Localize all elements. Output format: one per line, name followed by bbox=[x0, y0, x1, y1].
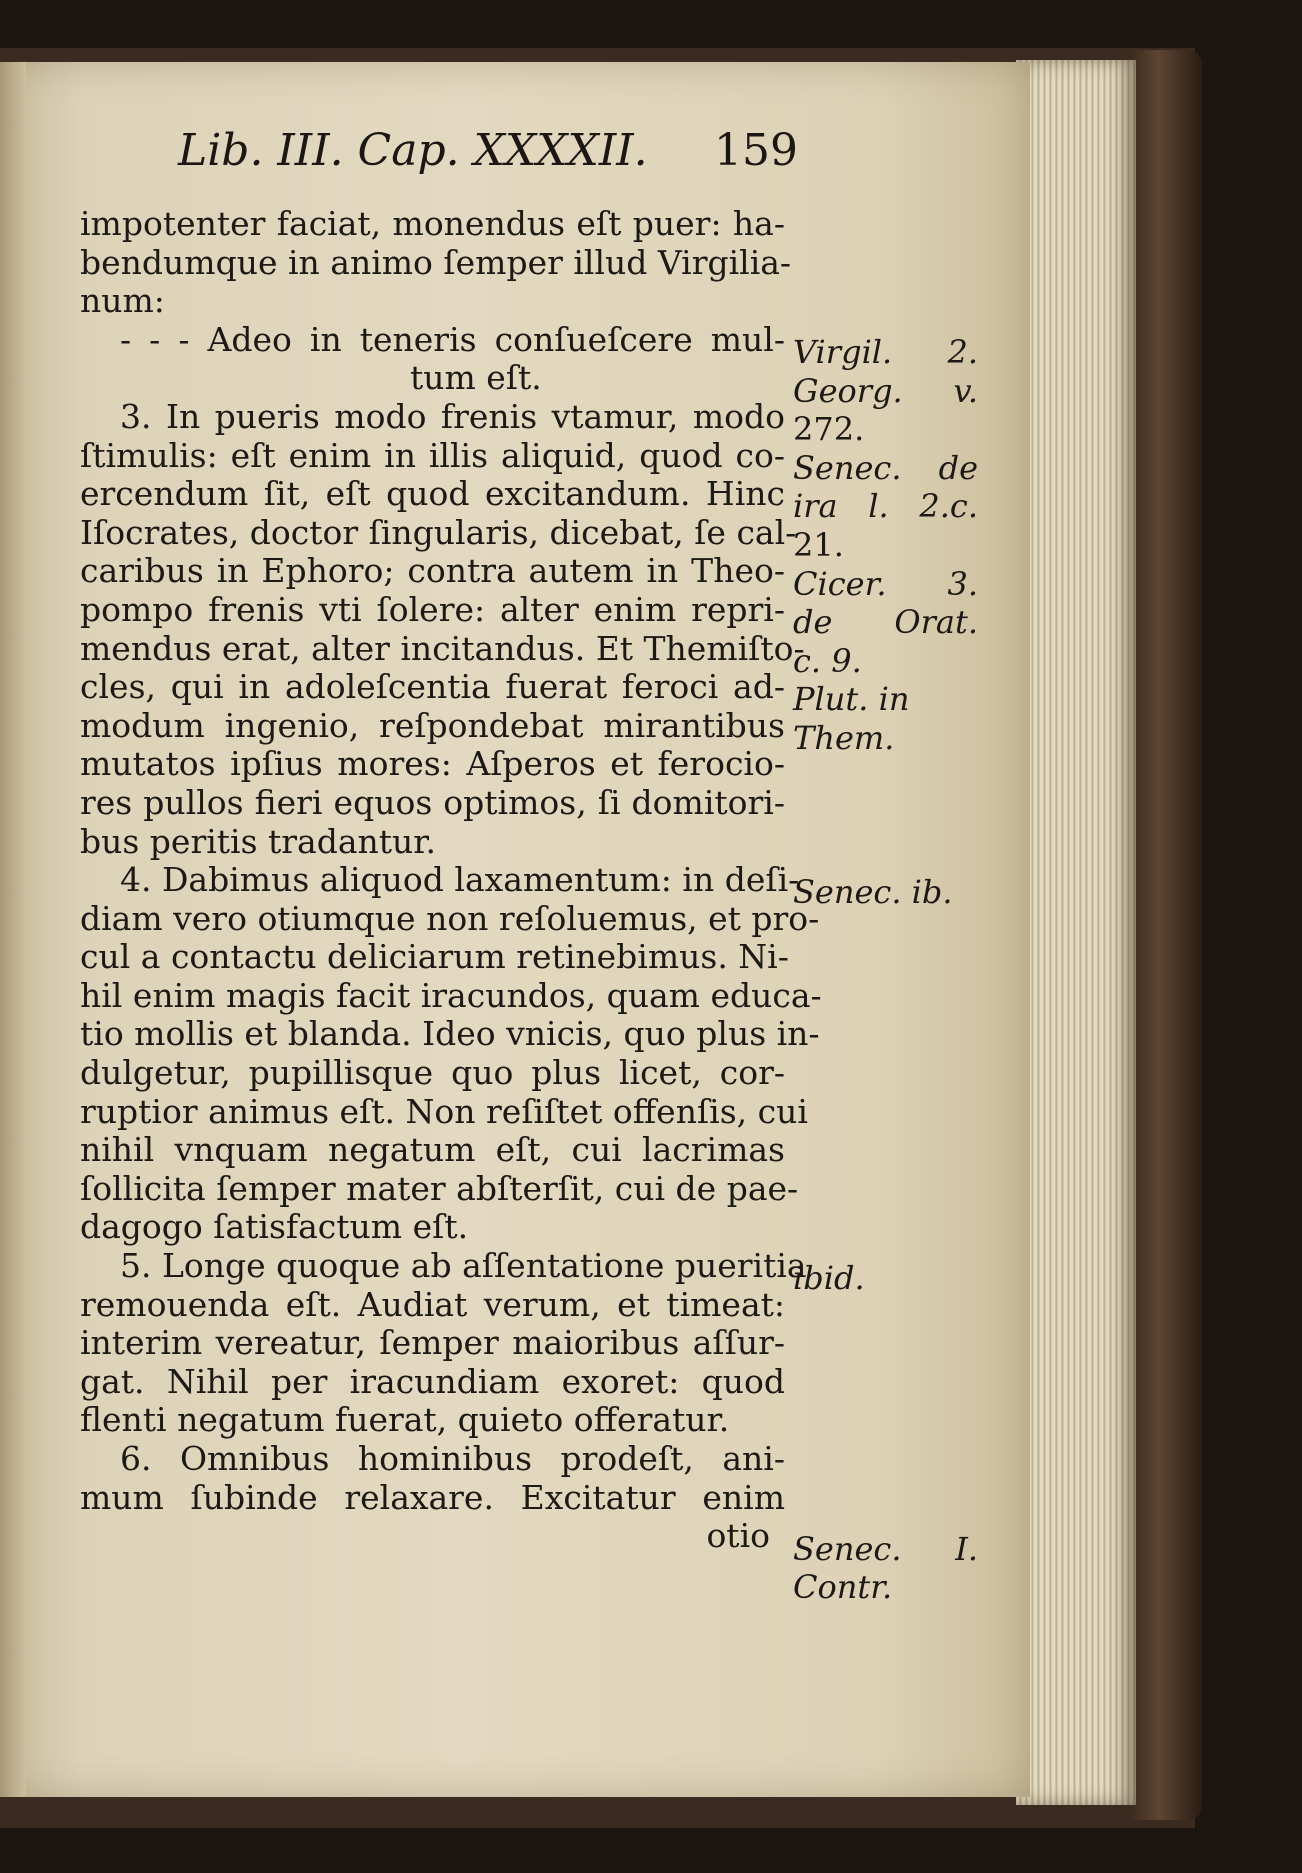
note-line: c. 9. bbox=[793, 641, 862, 680]
text-line: caribus in Ephoro; contra autem in Theo- bbox=[80, 551, 785, 591]
note-line: 272. bbox=[793, 410, 865, 449]
note-line: Plut. in bbox=[793, 680, 910, 719]
text-line: impotenter faciat, monendus eſt puer: ha- bbox=[80, 204, 785, 243]
text-line: gat. Nihil per iracundiam exoret: quod bbox=[80, 1361, 785, 1401]
text-line: dagogo ſatisfactum eſt. bbox=[80, 1207, 469, 1247]
gutter-shadow bbox=[0, 62, 26, 1797]
note-line: Virgil. 2. bbox=[793, 333, 978, 371]
margin-note bbox=[793, 1530, 978, 1607]
note-line: Senec. de bbox=[793, 448, 978, 487]
verse-line: - - - Adeo in teneris conſueſcere mul- bbox=[120, 319, 785, 359]
note-line: ira l. 2.c. bbox=[793, 487, 978, 526]
page-number: 159 bbox=[714, 125, 798, 176]
text-line: mutatos ipſius mores: Aſperos et ferocio- bbox=[80, 744, 785, 784]
text-line: mendus erat, alter incitandus. Et Themiſto- bbox=[80, 628, 805, 668]
book-cover-edge bbox=[1130, 50, 1202, 1820]
text-line: mum ſubinde relaxare. Excitatur enim bbox=[80, 1477, 785, 1517]
text-line: 3. In pueris modo frenis vtamur, modo bbox=[120, 396, 785, 436]
note-line: Contr. bbox=[793, 1568, 893, 1607]
note-line: Senec. ib. bbox=[793, 873, 953, 912]
text-line: pompo frenis vti ſolere: alter enim repri- bbox=[80, 589, 785, 629]
text-line: modum ingenio, reſpondebat mirantibus bbox=[80, 705, 785, 745]
note-line: Senec. I. bbox=[793, 1529, 978, 1568]
note-line: Georg. v. bbox=[793, 371, 978, 410]
page-edges bbox=[1016, 60, 1136, 1805]
running-header bbox=[178, 125, 798, 181]
note-line: Them. bbox=[793, 718, 895, 757]
chapter-title: Lib. III. Cap. XXXXII. bbox=[178, 125, 648, 176]
text-line: 5. Longe quoque ab aſſentatione pueritia bbox=[120, 1246, 807, 1286]
note-line: 21. bbox=[793, 525, 844, 564]
margin-note bbox=[793, 565, 978, 681]
text-line: ruptior animus eſt. Non reſiſtet offenſis, cui bbox=[80, 1091, 808, 1131]
note-line: de Orat. bbox=[793, 603, 978, 642]
margin-note bbox=[793, 873, 978, 912]
margin-note bbox=[793, 333, 978, 449]
text-line: cles, qui in adoleſcentia fuerat feroci ad- bbox=[80, 667, 785, 707]
text-line: 4. Dabimus aliquod laxamentum: in deſi- bbox=[120, 860, 800, 900]
text-line: diam vero otiumque non reſoluemus, et pro- bbox=[80, 898, 820, 938]
text-line: dulgetur, pupillisque quo plus licet, cor- bbox=[80, 1053, 785, 1093]
text-line: ercendum ſit, eſt quod excitandum. Hinc bbox=[80, 474, 785, 514]
note-line: Cicer. 3. bbox=[793, 564, 978, 603]
text-line: ſtimulis: eſt enim in illis aliquid, quod co- bbox=[80, 435, 785, 475]
catchword: otio bbox=[706, 1516, 770, 1556]
verse-line: tum eſt. bbox=[410, 358, 542, 398]
text-line: num: bbox=[80, 281, 165, 321]
text-line: Iſocrates, doctor ſingularis, dicebat, ſe cal- bbox=[80, 512, 797, 552]
text-line: hil enim magis facit iracundos, quam educa- bbox=[80, 975, 822, 1015]
margin-note bbox=[793, 1259, 978, 1298]
text-line: nihil vnquam negatum eſt, cui lacrimas bbox=[80, 1130, 785, 1170]
text-line: interim vereatur, ſemper maioribus aſſur- bbox=[80, 1323, 785, 1363]
text-line: flenti negatum fuerat, quieto offeratur. bbox=[80, 1400, 730, 1440]
margin-note bbox=[793, 680, 978, 757]
text-line: remouenda eſt. Audiat verum, et timeat: bbox=[80, 1284, 785, 1324]
text-line: 6. Omnibus hominibus prodeſt, ani- bbox=[120, 1439, 785, 1478]
text-line: tio mollis et blanda. Ideo vnicis, quo plus in- bbox=[80, 1014, 820, 1054]
text-line: res pullos fieri equos optimos, ſi domitori- bbox=[80, 782, 785, 822]
text-line: bus peritis tradantur. bbox=[80, 821, 436, 861]
text-line: cul a contactu deliciarum retinebimus. Ni- bbox=[80, 937, 789, 977]
note-line: ibid. bbox=[793, 1259, 865, 1298]
margin-note bbox=[793, 449, 978, 565]
text-line: bendumque in animo ſemper illud Virgilia- bbox=[80, 242, 792, 282]
text-line: ſollicita ſemper mater abſterſit, cui de pae- bbox=[80, 1168, 799, 1208]
